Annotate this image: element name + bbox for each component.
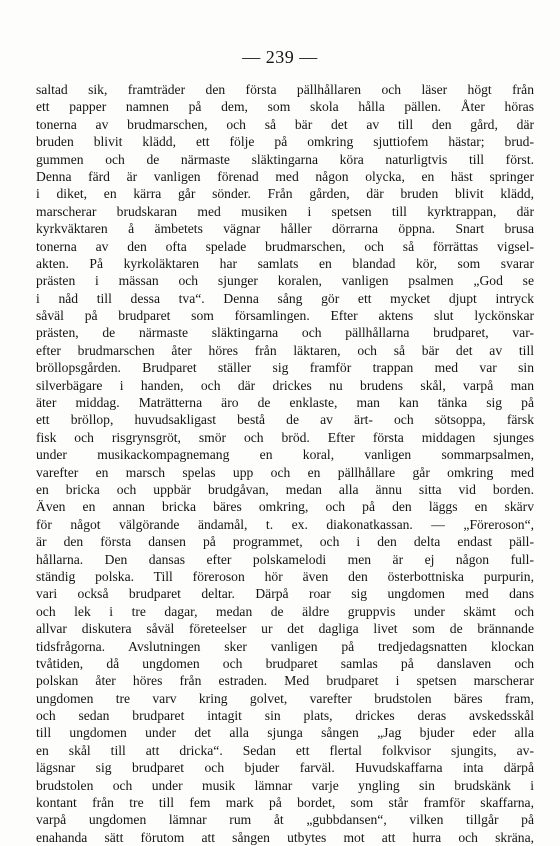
text-line: och lek i tre dagar, medan de äldre gruppvis under skämt och [36, 603, 534, 619]
text-line: under musikackompagnemang en koral, vanligen sommarpsalmen, [36, 447, 534, 463]
page-number: — 239 — [242, 47, 318, 67]
text-line: ett papper namnen på dem, som skola hålla pällen. Åter höras [36, 99, 534, 115]
text-line: för något välgörande ändamål, t. ex. diakonatkassan. — „Föreroson“, [36, 516, 534, 532]
text-line: tonerna av den ofta spelade brudmarschen, och så förrättas vigsel- [36, 238, 534, 254]
text-line: fisk och risgrynsgröt, smör och bröd. Efter första middagen sjunges [36, 429, 534, 445]
text-line: äter middag. Maträtterna äro de enklaste, man kan tänka sig på [36, 395, 534, 411]
text-line: såväl på brudparet som församlingen. Efter aktens slut lyckönskar [36, 308, 534, 324]
text-line: ungdomen tre varv kring golvet, varefter brudstolen bäres fram, [36, 690, 534, 706]
text-line: akten. På kyrkoläktaren har samlats en blandad kör, som svarar [36, 255, 534, 271]
text-line: tonerna av brudmarschen, och så bär det av till den gård, där [36, 116, 534, 132]
text-line: är den första dansen på programmet, och i den delta endast päll- [36, 534, 534, 550]
text-line: saltad sik, framträder den första pällhållaren och läser högt från [36, 82, 534, 97]
text-line: Även en annan bricka bäres omkring, och på den läggs en skärv [36, 499, 534, 515]
body-text [36, 81, 534, 846]
text-line: tvåtiden, då ungdomen och brudparet samlas på danslaven och [36, 655, 534, 671]
text-line: allvar diskutera såväl företeelser ur det dagliga livet som de brännande [36, 621, 534, 637]
text-line: bröllopsgården. Brudparet ställer sig framför trappan med var sin [36, 360, 534, 376]
text-line: silverbägare i handen, och där drickes nu brudens skål, varpå man [36, 377, 534, 393]
text-line: i diket, en kärra går sönder. Från gården, där bruden blivit klädd, [36, 186, 534, 202]
text-line: prästen, de närmaste släktingarna och pällhållarna brudparet, var- [36, 325, 534, 341]
text-line: prästen i mässan och sjunger koralen, vanligen psalmen „God se [36, 273, 534, 289]
text-line: ett bröllop, huvudsakligast bestå de av ärt- och sötsoppa, färsk [36, 412, 534, 428]
text-line: Denna färd är vanligen förenad med någon olycka, en häst springer [36, 168, 534, 184]
text-line: hållarna. Den dansas efter polskamelodi men är ej någon full- [36, 551, 534, 567]
text-line: marscherar brudskaran med musiken i spetsen till kyrktrappan, där [36, 203, 534, 219]
text-line: varefter en marsch spelas upp och en pällhållare går omkring med [36, 464, 534, 480]
text-line: kontant från tre till fem mark på bordet, som står framför skaffarna, [36, 795, 534, 811]
text-line: och sedan brudparet intagit sin plats, drickes deras avskedsskål [36, 708, 534, 724]
text-line: enahanda sätt förutom att sången utbytes mot att hurra och skräna, [36, 829, 534, 845]
text-line: vari också brudparet deltar. Därpå roar sig ungdomen med dans [36, 586, 534, 602]
text-line: bruden blivit klädd, ett följe på omkring sjuttiofem hästar; brud- [36, 134, 534, 150]
text-line: till ungdomen under det alla sjunga sången „Jag bjuder eder alla [36, 725, 534, 741]
text-line: efter brudmarschen åter höres från läktaren, och så bär det av till [36, 342, 534, 358]
text-line: lägsnar sig brudparet och bjuder farväl. Huvudskaffarna inta därpå [36, 760, 534, 776]
text-line: en bricka och uppbär brudgåvan, medan alla ännu sitta vid borden. [36, 481, 534, 497]
text-line: ständig polska. Till föreroson hör även den österbottniska purpurin, [36, 568, 534, 584]
text-line: polskan åter höres från estraden. Med brudparet i spetsen marscherar [36, 673, 534, 689]
text-line: tidsfrågorna. Avslutningen sker vanligen på tredjedagsnatten klockan [36, 638, 534, 654]
text-line: en skål till att dricka“. Sedan ett flertal folkvisor sjungits, av- [36, 742, 534, 758]
text-line: i nåd till dessa tva“. Denna sång gör ett mycket djupt intryck [36, 290, 534, 306]
text-line: varpå ungdomen lämnar rum åt „gubbdansen“, vilken tillgår på [36, 812, 534, 828]
text-line: kyrkväktaren å ämbetets vägnar håller dörrarna öppna. Snart brusa [36, 221, 534, 237]
text-line: brudstolen och under musik lämnar varje yngling sin brudskänk i [36, 777, 534, 793]
text-line: gummen och de närmaste släktingarna köra naturligtvis till först. [36, 151, 534, 167]
